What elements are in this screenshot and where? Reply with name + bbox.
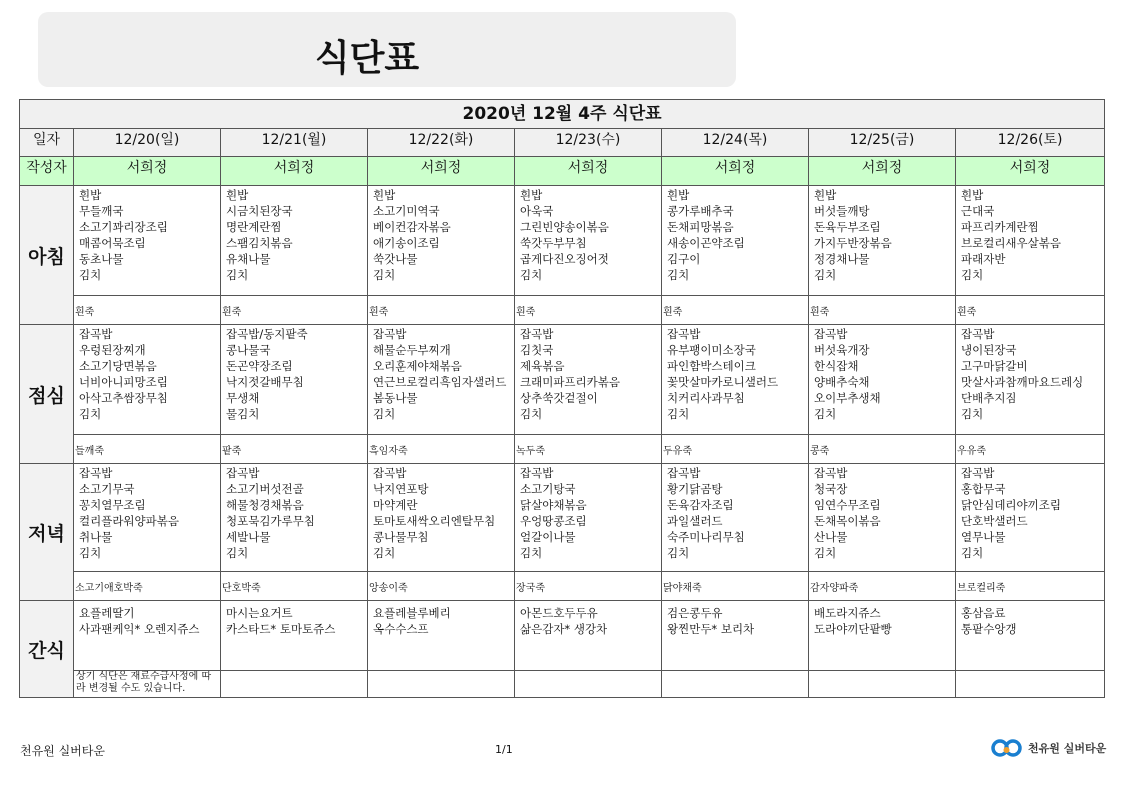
menu-item: 김치 [373,268,396,282]
lunch-cell [662,325,809,435]
dinner-cell [809,464,956,572]
menu-item: 닭살야채볶음 [520,498,587,512]
menu-item: 콩나물국 [226,343,271,357]
menu-item: 산나물 [814,530,848,544]
author-row [20,157,1105,186]
menu-item: 마시는요거트 [226,606,293,620]
menu-item: 세발나물 [226,530,271,544]
menu-item: 무생채 [226,391,260,405]
lunch-cell [368,325,515,435]
menu-item: 얼갈이나물 [520,530,576,544]
lunch-porridge-row [20,435,1105,464]
date-cell: 12/25(금) [809,129,956,157]
breakfast-label: 아침 [20,186,74,325]
snack-cell [662,601,809,671]
menu-item: 버섯들깨탕 [814,204,870,218]
menu-item: 돈채목이볶음 [814,514,881,528]
lunch-cell [74,325,221,435]
menu-item: 동초나물 [79,252,124,266]
menu-item: 우엉땅콩조림 [520,514,587,528]
title-box [38,12,736,87]
menu-item: 잡곡밥 [226,466,260,480]
author-cell: 서희정 [74,157,221,186]
menu-item: 소고기탕국 [520,482,576,496]
menu-item: 잡곡밥 [667,466,701,480]
menu-item: 매콤어묵조림 [79,236,146,250]
menu-item: 치커리사과무침 [667,391,745,405]
breakfast-cell [515,186,662,296]
menu-item: 양배추숙채 [814,375,870,389]
author-cell: 서희정 [662,157,809,186]
menu-item: 김치 [667,546,690,560]
menu-item: 소고기버섯전골 [226,482,304,496]
empty-cell [956,671,1105,698]
date-row-label: 일자 [20,129,74,157]
menu-item: 청포묵김가루무침 [226,514,315,528]
menu-item: 홍합무국 [961,482,1006,496]
date-cell: 12/20(일) [74,129,221,157]
empty-cell [515,671,662,698]
menu-item: 김치 [79,407,102,421]
menu-item: 아몬드호두두유 [520,606,598,620]
menu-item: 닭안심데리야끼조림 [961,498,1061,512]
menu-item: 브로컬리새우살볶음 [961,236,1061,250]
porridge-cell: 팥죽 [221,435,368,464]
porridge-cell: 닭야채죽 [662,572,809,601]
snack-cell [221,601,368,671]
menu-item: 잡곡밥 [373,327,407,341]
menu-item: 임연수무조림 [814,498,881,512]
page-title: 식단표 [314,38,420,79]
menu-item: 김치 [520,268,543,282]
menu-item: 파래자반 [961,252,1006,266]
author-cell: 서희정 [809,157,956,186]
menu-item: 쑥갓두부무침 [520,236,587,250]
menu-item: 청국장 [814,482,848,496]
table-title: 2020년 12월 4주 식단표 [20,100,1105,129]
menu-item: 도라야끼단팥빵 [814,622,892,636]
menu-item: 버섯육개장 [814,343,870,357]
menu-item: 정경채나물 [814,252,870,266]
menu-item: 파프리카계란찜 [961,220,1039,234]
dinner-cell [662,464,809,572]
menu-item: 새송이곤약조림 [667,236,745,250]
menu-item: 명란계란찜 [226,220,282,234]
logo-icon [991,738,1025,758]
menu-item: 요플레블루베리 [373,606,451,620]
lunch-cell [956,325,1105,435]
menu-item: 잡곡밥 [79,466,113,480]
menu-item: 김치 [814,546,837,560]
author-row-label: 작성자 [20,157,74,186]
menu-item: 잡곡밥 [79,327,113,341]
empty-cell [662,671,809,698]
menu-item: 꽃맛살마카로니샐러드 [667,375,779,389]
menu-item: 배도라지쥬스 [814,606,881,620]
menu-item: 애기송이조림 [373,236,440,250]
logo-text: 천유원 실버타운 [1028,742,1107,755]
menu-item: 열무나물 [961,530,1006,544]
porridge-cell: 흑임자죽 [368,435,515,464]
menu-item: 김치 [961,268,984,282]
menu-item: 꽁치열무조림 [79,498,146,512]
menu-item: 낙지연포탕 [373,482,429,496]
menu-item: 통팥수앙갱 [961,622,1017,636]
menu-item: 카스타드* 토마토쥬스 [226,622,336,636]
menu-item: 잡곡밥 [814,327,848,341]
menu-item: 오이부추생채 [814,391,881,405]
menu-item: 돈곤약장조림 [226,359,293,373]
menu-item: 김치 [814,407,837,421]
menu-item: 유채나물 [226,252,271,266]
lunch-cell [809,325,956,435]
menu-item: 파인함박스테이크 [667,359,756,373]
menu-item: 소고기무국 [79,482,135,496]
menu-item: 해물청경채볶음 [226,498,304,512]
author-cell: 서희정 [368,157,515,186]
porridge-cell: 흰죽 [368,296,515,325]
menu-item: 흰밥 [961,188,984,202]
menu-item: 너비아니피망조림 [79,375,168,389]
menu-item: 스팸김치볶음 [226,236,293,250]
date-cell: 12/21(월) [221,129,368,157]
menu-item: 쑥갓나물 [373,252,418,266]
menu-item: 흰밥 [79,188,102,202]
snack-row [20,601,1105,671]
menu-item: 소고기당면볶음 [79,359,157,373]
dinner-label: 저녁 [20,464,74,601]
menu-item: 사과팬케익* 오렌지쥬스 [79,622,200,636]
menu-item: 흰밥 [226,188,249,202]
menu-item: 숙주미나리무침 [667,530,745,544]
lunch-label: 점심 [20,325,74,464]
menu-item: 옥수수스프 [373,622,429,636]
dinner-cell [515,464,662,572]
breakfast-cell [74,186,221,296]
menu-item: 물김치 [226,407,260,421]
menu-item: 김치 [961,546,984,560]
menu-item: 잡곡밥/동지팥죽 [226,327,308,341]
menu-item: 근대국 [961,204,995,218]
menu-item: 단배추지짐 [961,391,1017,405]
menu-item: 상추쑥갓겉절이 [520,391,598,405]
porridge-cell: 단호박죽 [221,572,368,601]
lunch-cell [221,325,368,435]
menu-item: 잡곡밥 [667,327,701,341]
porridge-cell: 흰죽 [74,296,221,325]
porridge-cell: 앙송이죽 [368,572,515,601]
lunch-row [20,325,1105,435]
snack-cell [809,601,956,671]
porridge-cell: 흰죽 [956,296,1105,325]
menu-item: 흰밥 [814,188,837,202]
menu-item: 김치 [520,546,543,560]
author-cell: 서희정 [956,157,1105,186]
date-cell: 12/24(목) [662,129,809,157]
porridge-cell: 우유죽 [956,435,1105,464]
porridge-cell: 콩죽 [809,435,956,464]
menu-item: 소고기꽈리장조림 [79,220,168,234]
porridge-cell: 브로컬리죽 [956,572,1105,601]
menu-item: 잡곡밥 [373,466,407,480]
snack-cell [74,601,221,671]
footer-logo [991,738,1106,758]
menu-item: 돈육두부조림 [814,220,881,234]
menu-item: 김치 [667,268,690,282]
breakfast-porridge-row [20,296,1105,325]
menu-item: 김치 [79,268,102,282]
date-cell: 12/26(토) [956,129,1105,157]
menu-item: 제육볶음 [520,359,565,373]
snack-cell [368,601,515,671]
menu-item: 과일샐러드 [667,514,723,528]
porridge-cell: 흰죽 [662,296,809,325]
menu-item: 해물순두부찌개 [373,343,451,357]
menu-item: 아삭고추쌈장무침 [79,391,168,405]
breakfast-cell [956,186,1105,296]
menu-item: 오리훈제야채볶음 [373,359,462,373]
menu-item: 잡곡밥 [961,327,995,341]
menu-item: 마약계란 [373,498,418,512]
menu-item: 콩나물무침 [373,530,429,544]
menu-item: 무들깨국 [79,204,124,218]
menu-item: 한식잡채 [814,359,859,373]
snack-label: 간식 [20,601,74,698]
date-cell: 12/23(수) [515,129,662,157]
page-number: 1/1 [495,743,513,756]
author-cell: 서희정 [515,157,662,186]
menu-item: 잡곡밥 [961,466,995,480]
menu-item: 콩가루배추국 [667,204,734,218]
menu-item: 김치 [520,407,543,421]
porridge-cell: 흰죽 [809,296,956,325]
menu-item: 흰밥 [520,188,543,202]
menu-item: 김구이 [667,252,701,266]
dinner-cell [956,464,1105,572]
note-row [20,671,1105,698]
menu-item: 베이컨감자볶음 [373,220,451,234]
dinner-porridge-row [20,572,1105,601]
empty-cell [809,671,956,698]
menu-item: 연근브로컬리흑임자샐러드 [373,375,507,389]
menu-item: 낙지젓갈배무침 [226,375,304,389]
snack-cell [956,601,1105,671]
menu-item: 흰밥 [373,188,396,202]
dinner-cell [74,464,221,572]
menu-item: 김치 [226,268,249,282]
menu-item: 홍삼음료 [961,606,1006,620]
snack-cell [515,601,662,671]
menu-item: 황기닭곰탕 [667,482,723,496]
porridge-cell: 흰죽 [515,296,662,325]
menu-item: 유부팽이미소장국 [667,343,756,357]
menu-item: 김치 [961,407,984,421]
porridge-cell: 장국죽 [515,572,662,601]
menu-item: 크래미파프리카볶음 [520,375,620,389]
menu-item: 그린빈양송이볶음 [520,220,609,234]
menu-item: 맛살사과참깨마요드레싱 [961,375,1084,389]
menu-item: 김칫국 [520,343,554,357]
date-row [20,129,1105,157]
menu-item: 단호박샐러드 [961,514,1028,528]
dinner-cell [221,464,368,572]
breakfast-cell [809,186,956,296]
menu-item: 가지두반장볶음 [814,236,892,250]
lunch-cell [515,325,662,435]
breakfast-cell [662,186,809,296]
breakfast-cell [221,186,368,296]
menu-item: 왕찐만두* 보리차 [667,622,755,636]
menu-item: 김치 [373,546,396,560]
menu-item: 김치 [814,268,837,282]
menu-item: 곱게다진오징어젓 [520,252,609,266]
menu-item: 김치 [79,546,102,560]
empty-cell [368,671,515,698]
menu-item: 김치 [667,407,690,421]
author-cell: 서희정 [221,157,368,186]
empty-cell [221,671,368,698]
menu-item: 김치 [226,546,249,560]
porridge-cell: 녹두죽 [515,435,662,464]
footer-org: 천유원 실버타운 [20,744,105,758]
menu-item: 삶은감자* 생강차 [520,622,608,636]
menu-item: 흰밥 [667,188,690,202]
menu-item: 냉이된장국 [961,343,1017,357]
porridge-cell: 두유죽 [662,435,809,464]
menu-item: 아욱국 [520,204,554,218]
menu-item: 컬리플라워양파볶음 [79,514,179,528]
menu-item: 검은콩두유 [667,606,723,620]
menu-item: 우렁된장찌개 [79,343,146,357]
menu-item: 돈육감자조림 [667,498,734,512]
porridge-cell: 감자양파죽 [809,572,956,601]
menu-item: 잡곡밥 [814,466,848,480]
date-cell: 12/22(화) [368,129,515,157]
breakfast-cell [368,186,515,296]
menu-item: 잡곡밥 [520,466,554,480]
menu-item: 김치 [373,407,396,421]
menu-item: 요플레딸기 [79,606,135,620]
menu-item: 소고기미역국 [373,204,440,218]
menu-item: 취나물 [79,530,113,544]
porridge-cell: 흰죽 [221,296,368,325]
porridge-cell: 들깨죽 [74,435,221,464]
dinner-row [20,464,1105,572]
dinner-cell [368,464,515,572]
menu-item: 고구마닭갈비 [961,359,1028,373]
menu-table [19,99,1105,698]
menu-change-note: 상기 식단은 재료수급사정에 따라 변경될 수도 있습니다. [74,671,221,698]
breakfast-row [20,186,1105,296]
porridge-cell: 소고기애호박죽 [74,572,221,601]
menu-item: 돈채피망볶음 [667,220,734,234]
menu-item: 토마토새싹오리엔탈무침 [373,514,496,528]
menu-item: 잡곡밥 [520,327,554,341]
menu-item: 봄동나물 [373,391,418,405]
menu-item: 시금치된장국 [226,204,293,218]
